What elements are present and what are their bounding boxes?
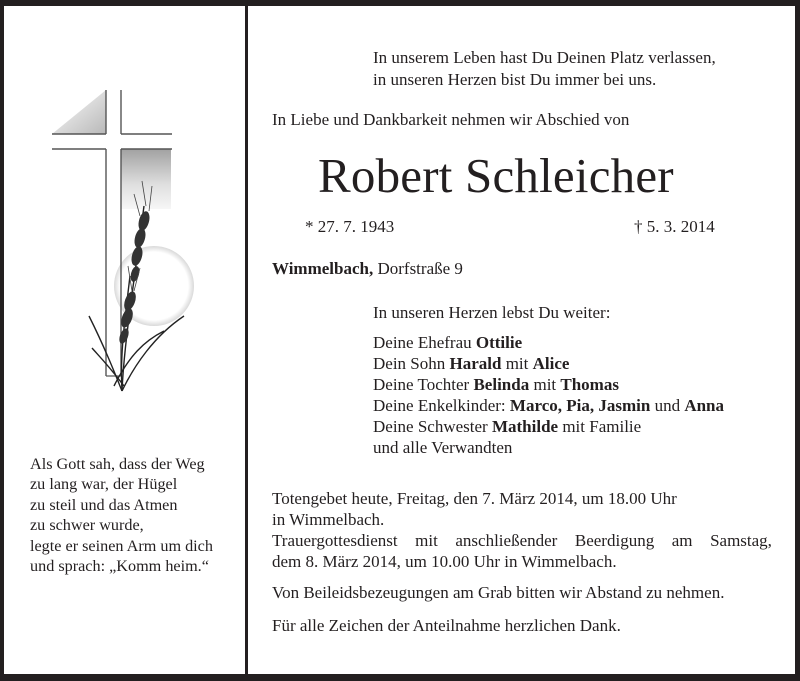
deceased-name: Robert Schleicher [318,148,674,203]
family-member-name: Ottilie [475,333,523,352]
family-relation-text: und alle Verwandten [373,438,513,457]
family-member-name: Alice [532,354,570,373]
funeral-word: Samstag, [710,531,772,550]
family-member-name: Harald [449,354,502,373]
funeral-word: anschließender [455,531,558,550]
family-relation-text: Deine Enkelkinder: [373,396,510,415]
family-relation-text: Deine Ehefrau [373,333,476,352]
poem-line: zu steil und das Atmen [30,496,178,514]
family-member-name: Belinda [473,375,530,394]
intro-text: In Liebe und Dankbarkeit nehmen wir Abschied von [272,110,630,129]
family-member-line [373,353,569,374]
funeral-word: mit [415,531,438,550]
family-relation-text: mit [529,375,561,394]
family-relation-text: mit Familie [558,417,642,436]
poem-line: und sprach: „Komm heim.“ [30,557,209,575]
family-member-line [373,416,641,437]
address-town: Wimmelbach, [272,259,374,278]
family-relation-text: mit [501,354,533,373]
family-member-name: Thomas [560,375,619,394]
family-member-name: Marco, Pia, Jasmin [509,396,651,415]
death-date: † 5. 3. 2014 [634,217,715,236]
cross-with-wheat-icon [44,86,214,396]
family-member-line [373,332,522,353]
motto-line: In unserem Leben hast Du Deinen Platz verlassen, [373,48,716,67]
family-intro: In unseren Herzen lebst Du weiter: [373,303,611,322]
family-relation-text: Deine Schwester [373,417,492,436]
funeral-line: dem 8. März 2014, um 10.00 Uhr in Wimmelbach. [272,552,617,571]
left-column [4,6,245,674]
condolence-note: Von Beileidsbezeugungen am Grab bitten wir Abstand zu nehmen. [272,583,725,602]
poem-line: legte er seinen Arm um dich [30,537,213,555]
funeral-line [272,530,772,551]
address-street: Dorfstraße 9 [377,259,463,278]
rosary-line: Totengebet heute, Freitag, den 7. März 2014, um 18.00 Uhr [272,489,677,508]
poem-line: zu lang war, der Hügel [30,475,178,493]
poem-line: Als Gott sah, dass der Weg [30,455,205,473]
motto-line: in unseren Herzen bist Du immer bei uns. [373,70,657,89]
family-member-line [373,437,512,458]
funeral-word: am [671,531,693,550]
funeral-word: Beerdigung [574,531,655,550]
address [272,258,463,279]
thanks-note: Für alle Zeichen der Anteilnahme herzlichen Dank. [272,616,621,635]
poem-line: zu schwer wurde, [30,516,144,534]
rosary-line: in Wimmelbach. [272,510,385,529]
family-member-line [373,395,724,416]
family-member-name: Mathilde [491,417,559,436]
family-relation-text: Dein Sohn [373,354,450,373]
family-relation-text: Deine Tochter [373,375,474,394]
family-member-name: Anna [684,396,724,415]
funeral-word: Trauergottesdienst [272,531,398,550]
family-member-line [373,374,619,395]
family-relation-text: und [650,396,685,415]
right-column [248,6,795,674]
birth-date: * 27. 7. 1943 [305,217,395,236]
